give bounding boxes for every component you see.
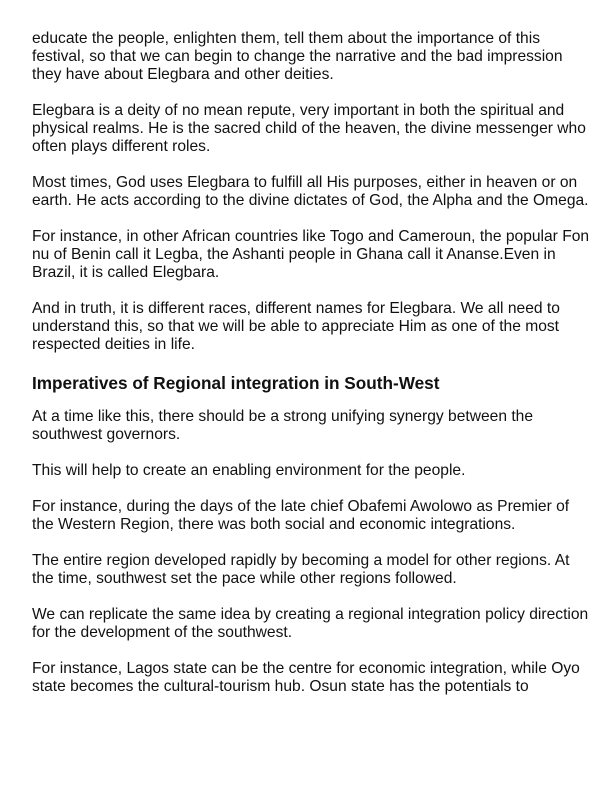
paragraph-enabling-environment: This will help to create an enabling environment for the people. (32, 462, 466, 479)
paragraph-other-countries: For instance, in other African countries like Togo and Cameroun, the popular Fon nu of Benin call it Legba, the Ashanti people in Ghana call it Ananse.Even in Brazil, it is called Elegbara. (32, 228, 590, 281)
paragraph-replicate-idea: We can replicate the same idea by creating a regional integration policy direction for the development of the southwest. (32, 606, 589, 641)
paragraph-different-races: And in truth, it is different races, different names for Elegbara. We all need to understand this, so that we will be able to appreciate Him as one of the most respected deities in life. (32, 300, 560, 353)
paragraph-elegbara-deity: Elegbara is a deity of no mean repute, very important in both the spiritual and physical realms. He is the sacred child of the heaven, the divine messenger who often plays different roles. (32, 102, 586, 155)
section-heading: Imperatives of Regional integration in South-West (32, 373, 440, 393)
paragraph-educate: educate the people, enlighten them, tell them about the importance of this festival, so that we can begin to change the narrative and the bad impression they have about Elegbara and other deities. (32, 30, 563, 83)
paragraph-awolowo: For instance, during the days of the late chief Obafemi Awolowo as Premier of the Western Region, there was both social and economic integrations. (32, 498, 570, 533)
paragraph-unifying-synergy: At a time like this, there should be a strong unifying synergy between the southwest governors. (32, 408, 534, 443)
paragraph-lagos-oyo: For instance, Lagos state can be the centre for economic integration, while Oyo state becomes the cultural-tourism hub. Osun state has the potentials to (32, 660, 580, 695)
paragraph-region-developed: The entire region developed rapidly by becoming a model for other regions. At the time, southwest set the pace while other regions followed. (32, 552, 570, 587)
paragraph-god-uses-elegbara: Most times, God uses Elegbara to fulfill all His purposes, either in heaven or on earth. He acts according to the divine dictates of God, the Alpha and the Omega. (32, 174, 589, 209)
document-page (32, 30, 592, 714)
